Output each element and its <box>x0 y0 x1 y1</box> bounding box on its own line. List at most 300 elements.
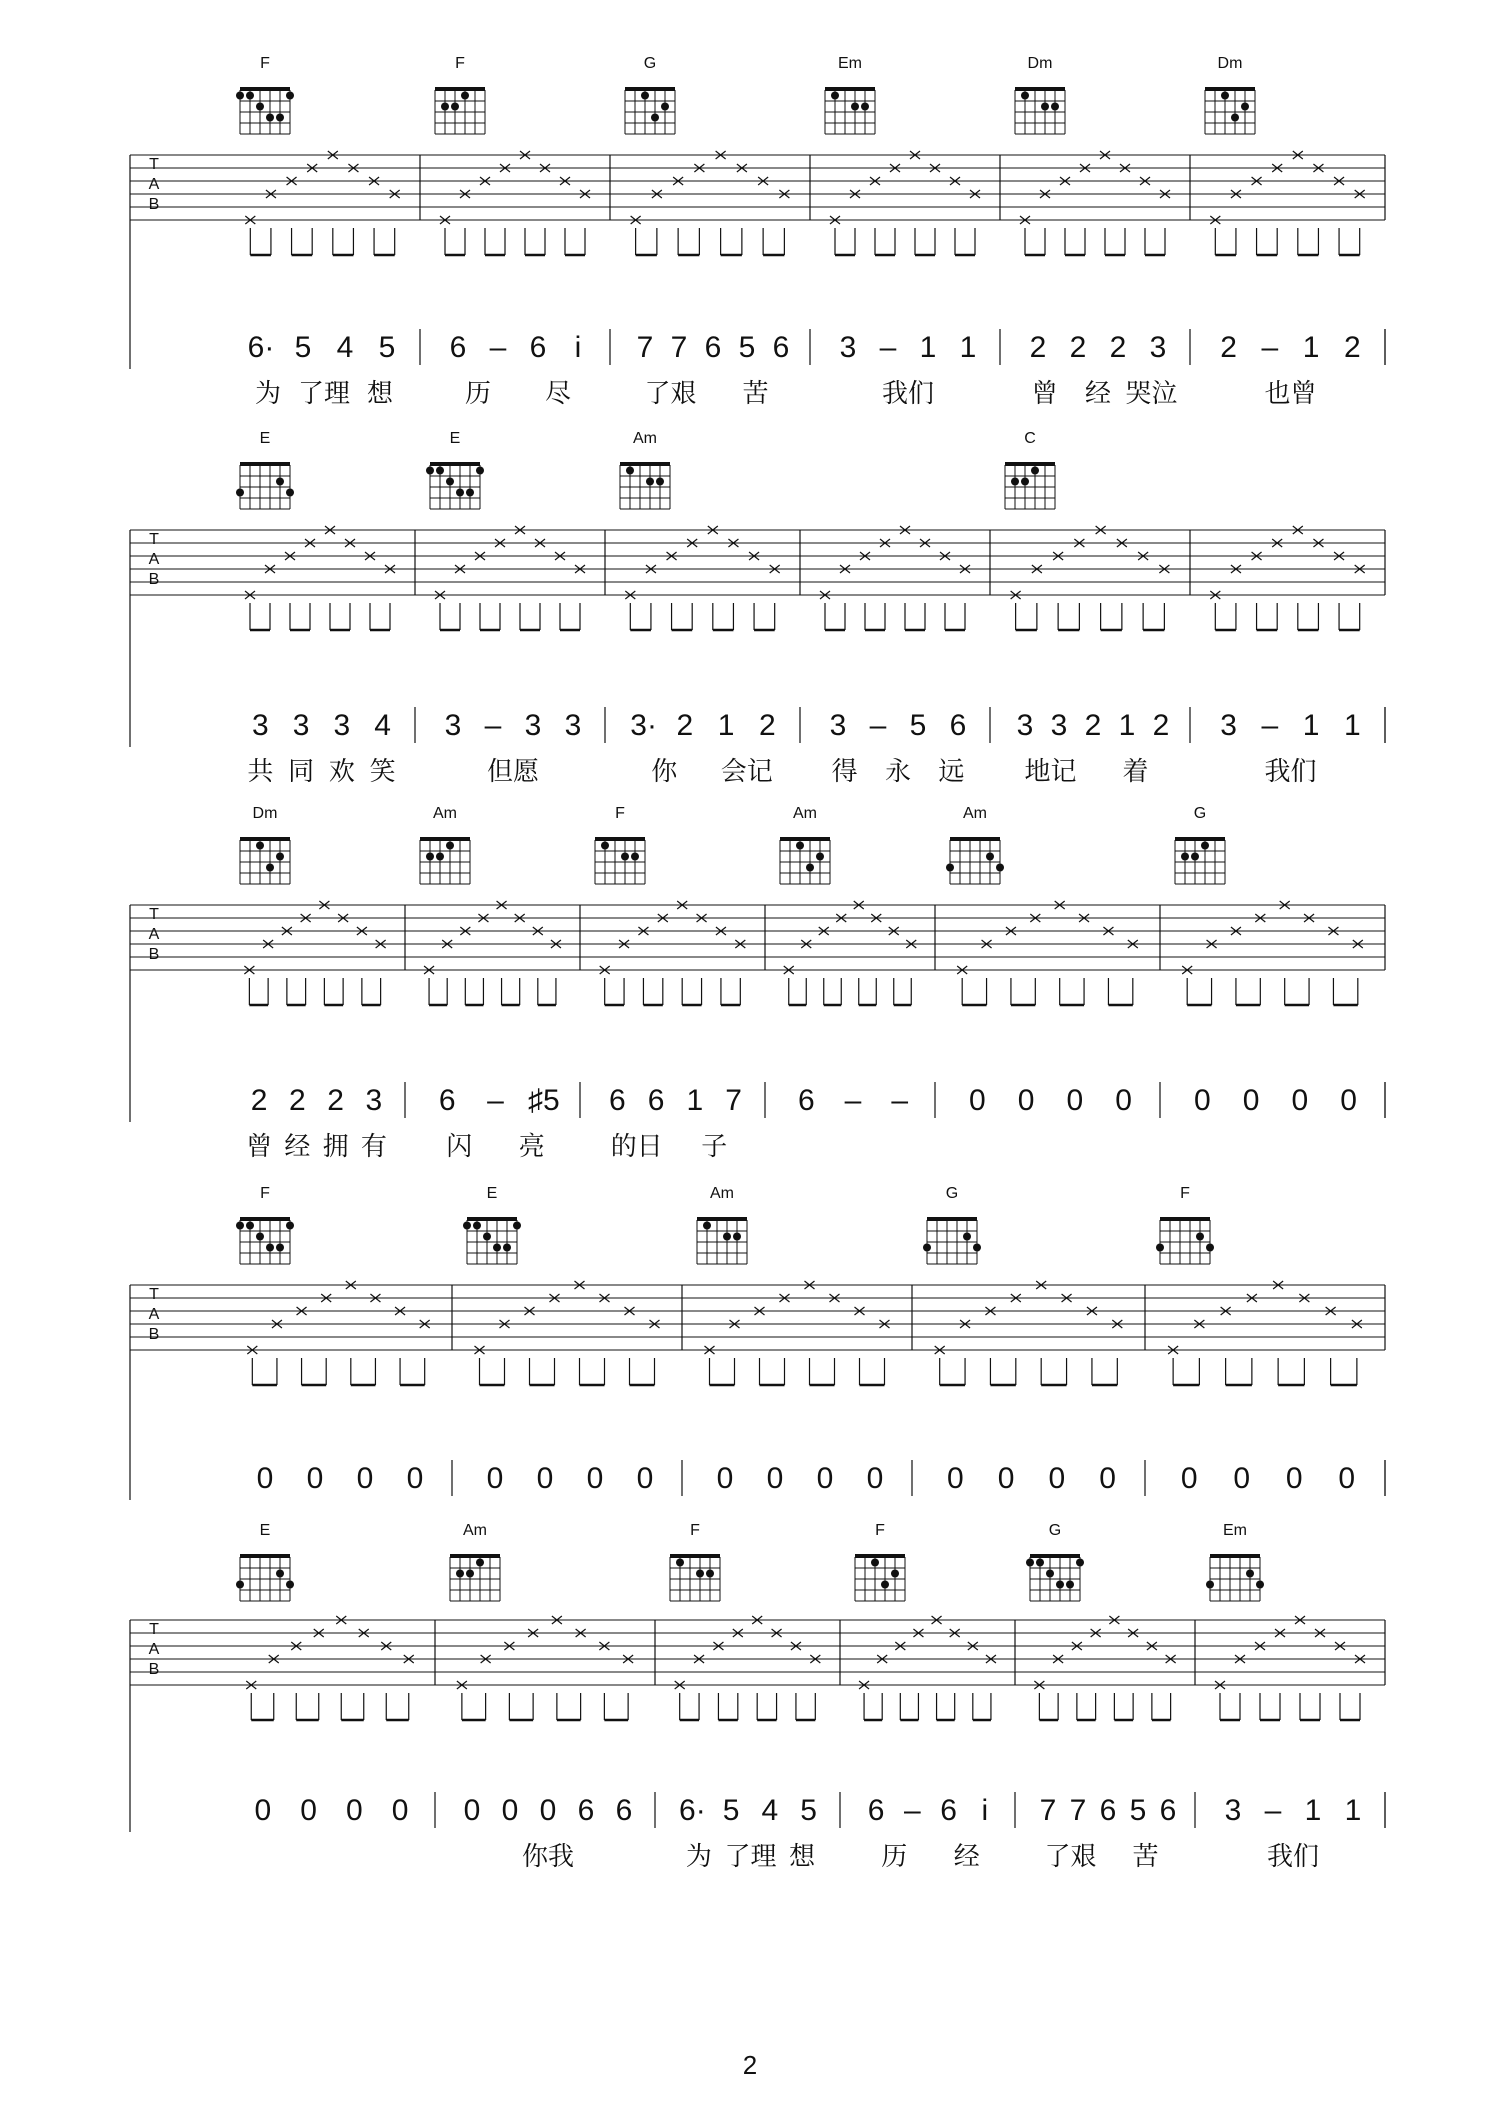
jianpu-note: 2 <box>289 1084 306 1117</box>
chord-nut <box>435 87 485 91</box>
finger-dot <box>946 864 954 872</box>
chord-nut <box>927 1217 977 1221</box>
finger-dot <box>806 864 814 872</box>
jianpu-note: 0 <box>346 1794 363 1827</box>
jianpu-note: 0 <box>306 1462 324 1495</box>
jianpu-note: 3 <box>292 709 310 742</box>
tab-clef-letter: A <box>148 926 160 943</box>
jianpu-note: 0 <box>1285 1462 1303 1495</box>
chord-diagram <box>1205 55 1255 134</box>
chord-nut <box>595 837 645 841</box>
jianpu-note: 3 <box>1016 709 1034 742</box>
jianpu-note: 6 <box>1099 1794 1117 1827</box>
jianpu-note: 0 <box>391 1794 409 1827</box>
chord-name: Am <box>963 805 987 822</box>
finger-dot <box>476 1559 484 1567</box>
jianpu-note: 2 <box>250 1084 268 1117</box>
jianpu-note: 1 <box>1302 331 1320 364</box>
jianpu-note: 0 <box>406 1462 424 1495</box>
lyric-text: 经 <box>953 1841 980 1871</box>
jianpu-note: 2 <box>676 709 694 742</box>
jianpu-note: 6 <box>577 1794 595 1827</box>
finger-dot <box>651 114 659 122</box>
jianpu-note: – <box>1261 331 1279 364</box>
lyric-text: 会记 <box>720 756 773 786</box>
lyric-text: 了艰 <box>1044 1841 1097 1871</box>
lyric-text: 了理 <box>297 378 351 408</box>
jianpu-note: 1 <box>1344 709 1361 742</box>
finger-dot <box>696 1570 704 1578</box>
lyric-text: 得 <box>831 756 858 786</box>
chord-name: Am <box>633 430 657 447</box>
chord-name: E <box>259 1522 271 1539</box>
chord-diagram <box>855 1522 905 1601</box>
chord-nut <box>855 1554 905 1558</box>
jianpu-note: – <box>484 709 502 742</box>
chord-nut <box>1205 87 1255 91</box>
chord-diagram <box>426 430 484 509</box>
finger-dot <box>503 1244 511 1252</box>
chord-name: F <box>455 55 465 72</box>
jianpu-note: 6 <box>609 1084 626 1117</box>
lyric-text: 共 <box>247 756 274 786</box>
chord-diagram <box>236 430 294 509</box>
jianpu-note: 6 <box>438 1084 456 1117</box>
finger-dot <box>426 467 434 475</box>
tab-clef-letter: T <box>149 906 159 923</box>
chord-name: Am <box>793 805 817 822</box>
jianpu-note: 6 <box>615 1794 633 1827</box>
finger-dot <box>656 478 664 486</box>
jianpu-note: – <box>844 1084 862 1117</box>
jianpu-note: 0 <box>586 1462 604 1495</box>
finger-dot <box>466 1570 474 1578</box>
jianpu-note: 7 <box>725 1084 742 1117</box>
jianpu-note: – <box>489 331 507 364</box>
finger-dot <box>256 103 264 111</box>
lyric-text: 历 <box>881 1841 908 1871</box>
chord-nut <box>467 1217 517 1221</box>
jianpu-note: 1 <box>1344 1794 1362 1827</box>
jianpu-note: 5 <box>1129 1794 1147 1827</box>
lyric-text: 我们 <box>1264 756 1317 786</box>
jianpu-note: – <box>891 1084 909 1117</box>
chord-nut <box>240 837 290 841</box>
jianpu-note: ♯5 <box>527 1084 560 1117</box>
finger-dot <box>1076 1559 1084 1567</box>
jianpu-note: 0 <box>536 1462 554 1495</box>
finger-dot <box>286 1222 294 1230</box>
lyric-text: 历 <box>464 378 492 408</box>
finger-dot <box>963 1233 971 1241</box>
jianpu-note: 2 <box>1152 709 1170 742</box>
finger-dot <box>1011 478 1019 486</box>
finger-dot <box>236 1581 244 1589</box>
finger-dot <box>1041 103 1049 111</box>
jianpu-note: 3 <box>333 709 351 742</box>
lyric-text: 了艰 <box>644 378 697 408</box>
jianpu-note: 5 <box>378 331 396 364</box>
jianpu-note: 0 <box>300 1794 317 1827</box>
jianpu-note: 7 <box>636 331 654 364</box>
chord-nut <box>1175 837 1225 841</box>
finger-dot <box>1026 1559 1034 1567</box>
finger-dot <box>466 489 474 497</box>
finger-dot <box>861 103 869 111</box>
chord-diagram <box>923 1185 981 1264</box>
lyric-text: 永 <box>884 756 912 786</box>
jianpu-note: 3 <box>1149 331 1167 364</box>
finger-dot <box>1181 853 1189 861</box>
finger-dot <box>1221 92 1229 100</box>
finger-dot <box>1201 842 1209 850</box>
chord-nut <box>430 462 480 466</box>
chord-name: Am <box>463 1522 487 1539</box>
finger-dot <box>256 1233 264 1241</box>
finger-dot <box>1051 103 1059 111</box>
jianpu-note: 0 <box>1291 1084 1309 1117</box>
jianpu-note: 7 <box>1069 1794 1087 1827</box>
chord-diagram <box>463 1185 521 1264</box>
jianpu-note: 4 <box>336 331 354 364</box>
jianpu-note: 2 <box>1029 331 1047 364</box>
jianpu-note: – <box>1264 1794 1282 1827</box>
lyric-text: 曾 <box>1031 378 1058 408</box>
lyric-text: 的日 <box>610 1131 663 1161</box>
jianpu-note: 0 <box>463 1794 481 1827</box>
lyric-text: 我们 <box>1266 1841 1320 1871</box>
lyric-text: 闪 <box>446 1131 473 1161</box>
chord-diagram <box>1015 55 1065 134</box>
finger-dot <box>276 114 284 122</box>
jianpu-note: 7 <box>670 331 688 364</box>
jianpu-note: – <box>904 1794 921 1827</box>
finger-dot <box>256 842 264 850</box>
jianpu-note: 1 <box>686 1084 704 1117</box>
lyric-text: 为 <box>685 1841 712 1871</box>
lyric-text: 想 <box>789 1841 816 1871</box>
jianpu-note: 0 <box>969 1084 986 1117</box>
jianpu-note: 6· <box>247 331 275 364</box>
finger-dot <box>1031 467 1039 475</box>
jianpu-note: i <box>981 1794 989 1827</box>
jianpu-note: 3· <box>630 709 657 742</box>
jianpu-note: 6 <box>867 1794 885 1827</box>
jianpu-note: 2 <box>1109 331 1127 364</box>
lyric-text: 了理 <box>724 1841 777 1871</box>
chord-diagram <box>625 55 675 134</box>
chord-diagram <box>450 1522 500 1601</box>
lyric-text: 尽 <box>544 378 572 408</box>
chord-diagram <box>595 805 645 884</box>
chord-nut <box>240 462 290 466</box>
finger-dot <box>1256 1581 1264 1589</box>
chord-name: E <box>449 430 461 447</box>
finger-dot <box>723 1233 731 1241</box>
jianpu-note: 0 <box>1340 1084 1357 1117</box>
jianpu-note: – <box>1261 709 1279 742</box>
lyric-text: 有 <box>360 1131 387 1161</box>
chord-nut <box>780 837 830 841</box>
jianpu-note: 4 <box>374 709 391 742</box>
finger-dot <box>1021 478 1029 486</box>
chord-name: G <box>643 55 657 72</box>
chord-diagram <box>1026 1522 1084 1601</box>
lyric-text: 笑 <box>369 756 396 786</box>
jianpu-note: 3 <box>252 709 269 742</box>
jianpu-note: 0 <box>816 1462 834 1495</box>
jianpu-note: 6 <box>647 1084 665 1117</box>
jianpu-note: 1 <box>717 709 735 742</box>
jianpu-note: 0 <box>636 1462 654 1495</box>
jianpu-note: 2 <box>1084 709 1102 742</box>
finger-dot <box>426 853 434 861</box>
finger-dot <box>831 92 839 100</box>
jianpu-note: – <box>879 331 897 364</box>
tab-clef-letter: A <box>148 1641 160 1658</box>
finger-dot <box>631 853 639 861</box>
chord-name: Em <box>1223 1522 1247 1539</box>
finger-dot <box>646 478 654 486</box>
finger-dot <box>473 1222 481 1230</box>
chord-diagram <box>1206 1522 1264 1601</box>
lyric-text: 经 <box>1084 378 1112 408</box>
jianpu-note: 0 <box>486 1462 504 1495</box>
jianpu-note: 2 <box>1069 331 1087 364</box>
finger-dot <box>493 1244 501 1252</box>
finger-dot <box>816 853 824 861</box>
lyric-text: 子 <box>701 1131 728 1161</box>
chord-nut <box>950 837 1000 841</box>
finger-dot <box>706 1570 714 1578</box>
finger-dot <box>456 1570 464 1578</box>
finger-dot <box>881 1581 889 1589</box>
chord-nut <box>1005 462 1055 466</box>
jianpu-note: 0 <box>1242 1084 1260 1117</box>
jianpu-note: 2 <box>327 1084 344 1117</box>
chord-diagram <box>420 805 470 884</box>
system-5 <box>130 1522 1385 1871</box>
lyric-text: 但愿 <box>486 756 540 786</box>
finger-dot <box>286 489 294 497</box>
finger-dot <box>973 1244 981 1252</box>
chord-name: F <box>260 1185 270 1202</box>
jianpu-note: 3 <box>444 709 462 742</box>
finger-dot <box>276 1570 284 1578</box>
chord-diagram <box>825 55 875 134</box>
chord-name: G <box>1048 1522 1062 1539</box>
jianpu-note: 3 <box>839 331 857 364</box>
tab-clef-letter: T <box>149 1621 159 1638</box>
finger-dot <box>513 1222 521 1230</box>
chord-nut <box>697 1217 747 1221</box>
chord-diagram <box>946 805 1004 884</box>
finger-dot <box>451 103 459 111</box>
chord-diagram <box>1175 805 1225 884</box>
chord-name: F <box>260 55 270 72</box>
jianpu-note: 0 <box>356 1462 374 1495</box>
tab-clef-letter: T <box>149 1286 159 1303</box>
tab-clef-letter: B <box>148 946 160 963</box>
system-4 <box>130 1185 1385 1500</box>
chord-name: G <box>1193 805 1207 822</box>
tab-clef-letter: B <box>148 1661 160 1678</box>
jianpu-note: 0 <box>256 1462 274 1495</box>
chord-diagram <box>670 1522 720 1601</box>
finger-dot <box>276 1244 284 1252</box>
chord-diagram <box>435 55 485 134</box>
finger-dot <box>1056 1581 1064 1589</box>
chord-name: F <box>875 1522 885 1539</box>
chord-nut <box>1160 1217 1210 1221</box>
finger-dot <box>441 103 449 111</box>
chord-nut <box>1030 1554 1080 1558</box>
jianpu-note: 0 <box>1048 1462 1066 1495</box>
chord-nut <box>240 87 290 91</box>
finger-dot <box>661 103 669 111</box>
jianpu-note: 6 <box>797 1084 815 1117</box>
finger-dot <box>1036 1559 1044 1567</box>
chord-diagram <box>697 1185 747 1264</box>
finger-dot <box>246 92 254 100</box>
finger-dot <box>1191 853 1199 861</box>
lyric-text: 想 <box>366 378 394 408</box>
jianpu-note: i <box>574 331 582 364</box>
page-number: 2 <box>742 2050 758 2080</box>
finger-dot <box>641 92 649 100</box>
chord-diagram <box>1156 1185 1214 1264</box>
tab-clef-letter: B <box>148 1326 160 1343</box>
jianpu-note: 3 <box>829 709 847 742</box>
finger-dot <box>483 1233 491 1241</box>
finger-dot <box>676 1559 684 1567</box>
jianpu-note: 0 <box>1180 1462 1198 1495</box>
finger-dot <box>871 1559 879 1567</box>
finger-dot <box>236 489 244 497</box>
lyric-text: 同 <box>288 756 315 786</box>
finger-dot <box>276 478 284 486</box>
finger-dot <box>446 842 454 850</box>
jianpu-note: 6 <box>949 709 967 742</box>
chord-name: Dm <box>1027 55 1053 72</box>
chord-diagram <box>620 430 670 509</box>
jianpu-note: 1 <box>1304 1794 1322 1827</box>
lyric-text: 你 <box>651 756 678 786</box>
lyric-text: 经 <box>284 1131 311 1161</box>
jianpu-note: 3 <box>1224 1794 1242 1827</box>
chord-name: G <box>945 1185 959 1202</box>
chord-nut <box>240 1554 290 1558</box>
chord-name: F <box>1180 1185 1190 1202</box>
chord-name: E <box>259 430 271 447</box>
tab-clef-letter: A <box>148 1306 160 1323</box>
jianpu-note: 0 <box>1066 1084 1084 1117</box>
finger-dot <box>923 1244 931 1252</box>
jianpu-note: 0 <box>1194 1084 1211 1117</box>
lyric-text: 也曾 <box>1264 378 1317 408</box>
finger-dot <box>1206 1244 1214 1252</box>
jianpu-note: 3 <box>524 709 542 742</box>
jianpu-note: 0 <box>947 1462 964 1495</box>
chord-nut <box>240 1217 290 1221</box>
finger-dot <box>703 1222 711 1230</box>
finger-dot <box>456 489 464 497</box>
jianpu-note: 2 <box>1220 331 1237 364</box>
tab-clef-letter: A <box>148 551 160 568</box>
jianpu-note: 0 <box>766 1462 784 1495</box>
jianpu-note: 1 <box>1302 709 1320 742</box>
jianpu-note: 6 <box>529 331 547 364</box>
lyric-text: 远 <box>938 756 965 786</box>
finger-dot <box>796 842 804 850</box>
finger-dot <box>1231 114 1239 122</box>
lyric-text: 拥 <box>322 1131 349 1161</box>
jianpu-note: 0 <box>1338 1462 1356 1495</box>
chord-name: Dm <box>252 805 278 822</box>
finger-dot <box>266 1244 274 1252</box>
lyric-text: 亮 <box>518 1131 545 1161</box>
jianpu-note: 0 <box>716 1462 734 1495</box>
jianpu-note: 6 <box>449 331 467 364</box>
finger-dot <box>986 853 994 861</box>
finger-dot <box>891 1570 899 1578</box>
tab-clef-letter: B <box>148 196 160 213</box>
finger-dot <box>266 864 274 872</box>
chord-diagram <box>236 1522 294 1601</box>
finger-dot <box>236 1222 244 1230</box>
jianpu-note: 0 <box>539 1794 557 1827</box>
jianpu-note: 6 <box>772 331 790 364</box>
chord-name: E <box>486 1185 498 1202</box>
jianpu-note: 0 <box>1233 1462 1251 1495</box>
jianpu-note: 1 <box>919 331 937 364</box>
chord-diagram <box>240 805 290 884</box>
finger-dot <box>236 92 244 100</box>
finger-dot <box>266 114 274 122</box>
finger-dot <box>286 92 294 100</box>
finger-dot <box>851 103 859 111</box>
lyric-text: 为 <box>254 378 282 408</box>
chord-name: Am <box>710 1185 734 1202</box>
jianpu-note: 7 <box>1039 1794 1057 1827</box>
jianpu-note: 2 <box>759 709 776 742</box>
jianpu-note: 4 <box>761 1794 779 1827</box>
finger-dot <box>601 842 609 850</box>
jianpu-note: 0 <box>997 1462 1015 1495</box>
jianpu-note: 6· <box>679 1794 706 1827</box>
finger-dot <box>246 1222 254 1230</box>
finger-dot <box>1196 1233 1204 1241</box>
jianpu-note: 0 <box>1099 1462 1116 1495</box>
jianpu-note: – <box>487 1084 504 1117</box>
system-3 <box>130 805 1385 1161</box>
lyric-text: 你我 <box>521 1841 575 1871</box>
chord-name: Em <box>838 55 862 72</box>
finger-dot <box>626 467 634 475</box>
jianpu-note: 3 <box>1220 709 1237 742</box>
lyric-text: 欢 <box>328 756 355 786</box>
finger-dot <box>463 1222 471 1230</box>
jianpu-note: 6 <box>1159 1794 1177 1827</box>
chord-nut <box>620 462 670 466</box>
chord-nut <box>420 837 470 841</box>
jianpu-note: 3 <box>1050 709 1068 742</box>
lyric-text: 地记 <box>1024 756 1077 786</box>
lyric-text: 曾 <box>246 1131 273 1161</box>
finger-dot <box>621 853 629 861</box>
jianpu-note: 3 <box>564 709 582 742</box>
jianpu-note: 5 <box>722 1794 740 1827</box>
